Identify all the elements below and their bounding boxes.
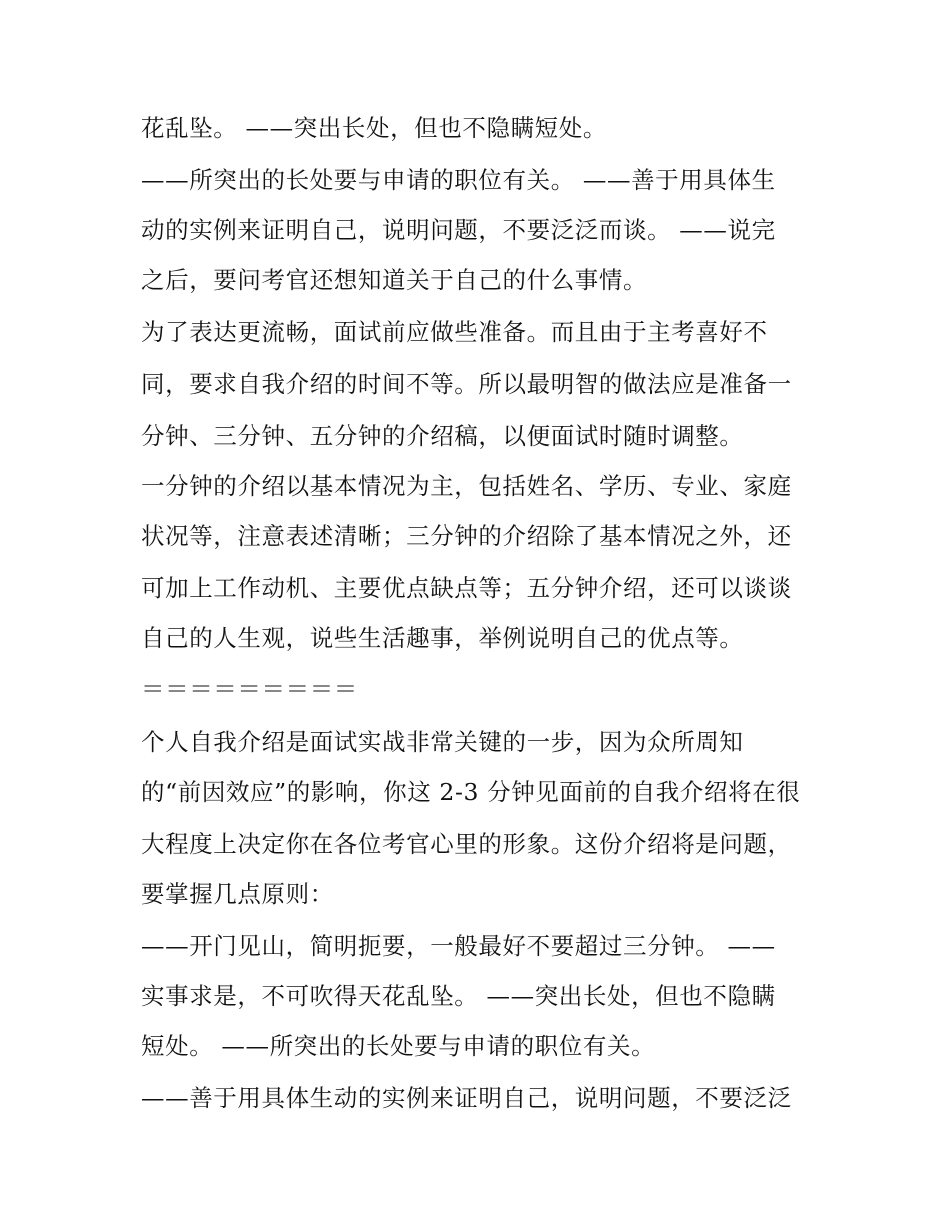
text-line-15: 要掌握几点原则： — [141, 880, 334, 908]
text-line-11: 自己的人生观，说些生活趣事，举例说明自己的优点等。 — [141, 624, 744, 652]
text-line-17: 实事求是，不可吹得天花乱坠。 ——突出长处，但也不隐瞒 — [141, 982, 776, 1010]
text-line-1: 花乱坠。 ——突出长处，但也不隐瞒短处。 — [141, 114, 607, 142]
text-line-10: 可加上工作动机、主要优点缺点等；五分钟介绍，还可以谈谈 — [141, 574, 792, 602]
separator-line: ＝＝＝＝＝＝＝＝＝ — [141, 675, 358, 703]
text-line-13: 的“前因效应”的影响，你这 2-3 分钟见面前的自我介绍将在很 — [141, 778, 801, 806]
text-line-4: 之后，要问考官还想知道关于自己的什么事情。 — [141, 266, 648, 294]
text-line-7: 分钟、三分钟、五分钟的介绍稿，以便面试时随时调整。 — [141, 422, 744, 450]
text-line-3: 动的实例来证明自己，说明问题，不要泛泛而谈。 ——说完 — [141, 216, 776, 244]
text-line-8: 一分钟的介绍以基本情况为主，包括姓名、学历、专业、家庭 — [141, 472, 792, 500]
text-line-2: ——所突出的长处要与申请的职位有关。 ——善于用具体生 — [141, 166, 776, 194]
text-line-14: 大程度上决定你在各位考官心里的形象。这份介绍将是问题， — [141, 830, 792, 858]
text-line-9: 状况等，注意表述清晰；三分钟的介绍除了基本情况之外，还 — [141, 522, 792, 550]
text-line-19: ——善于用具体生动的实例来证明自己，说明问题，不要泛泛 — [141, 1084, 792, 1112]
text-line-6: 同，要求自我介绍的时间不等。所以最明智的做法应是准备一 — [141, 370, 792, 398]
text-line-16: ——开门见山，简明扼要，一般最好不要超过三分钟。 —— — [141, 932, 776, 960]
text-line-5: 为了表达更流畅，面试前应做些准备。而且由于主考喜好不 — [141, 318, 768, 346]
text-line-12: 个人自我介绍是面试实战非常关键的一步，因为众所周知 — [141, 728, 744, 756]
text-line-18: 短处。 ——所突出的长处要与申请的职位有关。 — [141, 1032, 656, 1060]
